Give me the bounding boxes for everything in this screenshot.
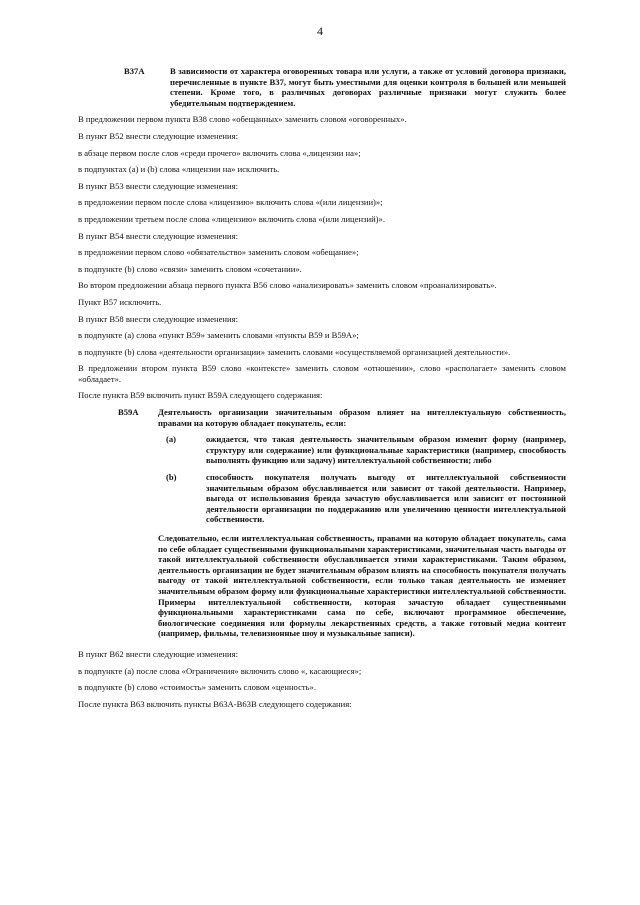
amendment-b57: Пункт B57 исключить.: [78, 296, 162, 307]
amendment-b53-item-1: в предложении первом после слова «лицензию» включить слова «(или лицензии)»;: [78, 197, 383, 208]
list-item-text: способность покупателя получать выгоду от интеллектуальной собственности значительным образом обуславливается или зависит от такой деятельности. Например, выгода от использования бренда зачастую обуславливается или зависит от постоянной деятельности организации по поддержанию или увеличению ценности интеллектуальной собственности.: [206, 472, 566, 525]
document-body: [78, 66, 566, 715]
amendment-b52-item-1: в абзаце первом после слов «среди прочего» включить слова «,лицензии на»;: [78, 147, 361, 158]
amendment-b38: В предложении первом пункта B38 слово «обещанных» заменить словом «оговоренных».: [78, 114, 407, 125]
paragraph-b59a: [78, 407, 566, 639]
amendment-b62-item-2: в подпункте (b) слово «стоимость» заменить словом «ценность».: [78, 682, 317, 693]
amendment-b58-item-2: в подпункте (b) слова «деятельности организации» заменить словами «осуществляемой организацией деятельности».: [78, 346, 511, 357]
paragraph-body-b59a: [158, 407, 566, 639]
paragraph-b37a: [78, 66, 566, 108]
paragraph-intro-b59a: Деятельность организации значительным образом влияет на интеллектуальную собственность, правами на которую обладает покупатель, если:: [158, 407, 566, 428]
list-item: [158, 472, 566, 525]
amendments-after-b59a: [78, 649, 566, 709]
amendment-b58-item-1: в подпункте (a) слова «пункт B59» заменить словами «пункты B59 и B59A»;: [78, 330, 359, 341]
amendment-b62-heading: В пункт B62 внести следующие изменения:: [78, 648, 238, 659]
amendment-b63a-intro: После пункта B63 включить пункты B63A-B63B следующего содержания:: [78, 698, 352, 709]
list-item-marker: (b): [166, 472, 177, 483]
amendment-b52-item-2: в подпунктах (a) и (b) слова «лицензии на» исключить.: [78, 164, 280, 175]
page-number: 4: [317, 24, 323, 38]
list-item-text: ожидается, что такая деятельность значительным образом изменит форму (например, структуру или содержание) или функциональные характеристики (например, способность выполнять функцию или задачу) интеллектуальной собственности; либо: [206, 434, 566, 466]
amendment-b54-item-1: в предложении первом слово «обязательство» заменить словом «обещание»;: [78, 247, 359, 258]
paragraph-label-b37a: B37A: [124, 66, 145, 76]
amendment-b53-heading: В пункт B53 внести следующие изменения:: [78, 180, 238, 191]
amendment-b59: В предложении втором пункта B59 слово «контексте» заменить словом «отношении», слово «располагает» заменить словом «обладает».: [78, 363, 566, 384]
list-item: [158, 434, 566, 466]
list-item-marker: (a): [166, 434, 177, 445]
amendment-b52-heading: В пункт B52 внести следующие изменения:: [78, 130, 238, 141]
amendment-b59a-intro: После пункта B59 включить пункт B59A следующего содержания:: [78, 390, 323, 401]
amendment-b58-heading: В пункт B58 внести следующие изменения:: [78, 313, 238, 324]
paragraph-conclusion-b59a: Следовательно, если интеллектуальная собственность, правами на которую обладает покупатель, сама по себе обладает существенными функциональными характеристиками, значительная часть выгоды от такой интеллектуальной собственности обуславливается этими характеристиками. Таким образом, деятельность организации не будет значительным образом влиять на способность покупателя получать выгоду от такой интеллектуальной собственности, если только такая деятельность не изменяет значительным образом форму или функциональные характеристики интеллектуальной собственности. Примеры интеллектуальной собственности, которая зачастую обладает существенными функциональными характеристиками сама по себе, включают программное обеспечение, биологические соединения или формулы лекарственных средств, а также готовый медиа контент (например, фильмы, телевизионные шоу и музыкальные записи).: [158, 533, 566, 639]
amendment-b56: Во втором предложении абзаца первого пункта B56 слово «анализировать» заменить словом «проанализировать».: [78, 280, 497, 291]
amendment-b53-item-2: в предложении третьем после слова «лицензию» включить слова «(или лицензий)».: [78, 213, 385, 224]
amendment-b54-heading: В пункт B54 внести следующие изменения:: [78, 230, 238, 241]
amendment-b54-item-2: в подпункте (b) слово «связи» заменить словом «сочетании».: [78, 263, 302, 274]
paragraph-label-b59a: B59A: [118, 407, 139, 418]
amendment-b62-item-1: в подпункте (a) после слова «Ограничения» включить слово «, касающиеся»;: [78, 665, 362, 676]
paragraph-text-b37a: В зависимости от характера оговоренных товара или услуги, а также от условий договора признаки, перечисленные в пункте B37, могут быть уместными для оценки контроля в большей или меньшей степени. Кроме того, в различных договорах различные признаки могут служить более убедительным подтверждением.: [170, 66, 566, 108]
